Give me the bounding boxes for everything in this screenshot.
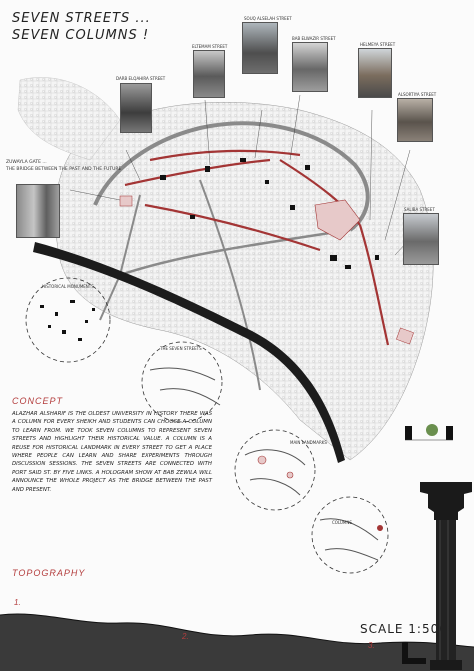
photo-bab-elwazir [292, 42, 328, 92]
photo-zuwayla-gate [16, 184, 60, 238]
title-line-1: SEVEN STREETS ... [12, 11, 151, 26]
columns-diagram [312, 497, 388, 573]
title-line-2: SEVEN COLUMNS ! [12, 28, 150, 43]
label-street-5: HELMEYA STREET [360, 42, 396, 47]
topo-label-2: 2. [182, 632, 189, 641]
label-street-2: ELTEMAM STREET [192, 44, 228, 49]
topography-heading: TOPOGRAPHY [12, 568, 86, 578]
landmark-node-1 [258, 456, 266, 464]
gate-caption-1: ZUWAYLA GATE ... [6, 160, 47, 165]
seven-streets-label: THE SEVEN STREETS [160, 346, 202, 351]
photo-eltemam [193, 50, 225, 98]
seven-streets-diagram-lines [150, 368, 220, 405]
north-arrow-icon [400, 640, 430, 666]
label-street-7: SALIBA STREET [404, 207, 435, 212]
historical-diagram [26, 278, 110, 362]
photo-souq-alselah [242, 22, 278, 74]
topo-label-1: 1. [14, 598, 21, 607]
concept-text: ALAZHAR ALSHARIF IS THE OLDEST UNIVERSITY IN HISTORY THERE WAS A COLUMN FOR EVERY SHEIKH AND STUDENTS CAN CHOOSE A COLUMN TO LEARN FROM. WE TOOK SEVEN COLUMNS TO REPRESENT SEVEN STREETS AND HIGHLIGHT THEIR HISTORICAL VALUE. A COLUMN IS A REUSE FOR HISTORICAL LANDMARK IN EVERY STREET TO GET A PLACE WHERE PEOPLE CAN LEARN AND SHARE EXPERIMENTS THROUGH DISCUSSION SESSIONS. THE SEVEN STREETS ARE CONNECTED WITH PORT SAID ST. BY FIVE LINKS. A HOLOGRAM SHOW AT BAB ZEWILA WILL ANNOUNCE THE WHOLE PROJECT AS THE BRIDGE BETWEEN THE PAST AND PRESENT. [12, 411, 212, 493]
scale-text: SCALE 1:5000 [360, 622, 457, 636]
concept-heading: CONCEPT [12, 396, 64, 406]
photo-saliba [403, 213, 439, 265]
landmarks-label: MAIN LANDMARKS [290, 440, 327, 445]
photo-helmeya [358, 48, 392, 98]
landmarks-diagram-lines [245, 450, 305, 495]
label-street-1: DARB ELQAHIRA STREET [116, 76, 166, 81]
label-street-6: ALSORTIYA STREET [398, 92, 437, 97]
column-capital [420, 482, 472, 520]
azhar-plaza [120, 196, 132, 206]
historical-monument-marks [40, 300, 95, 341]
column-shaft [436, 520, 456, 660]
photo-darb-elqahira [120, 83, 152, 133]
columns-label: COLUMNS [332, 520, 352, 525]
gate-caption-2: THE BRIDGE BETWEEN THE PAST AND THE FUTURE [6, 167, 122, 172]
column-base [430, 660, 462, 670]
photo-alsortiya [397, 98, 433, 142]
label-street-4: BAB ELWAZIR STREET [292, 36, 336, 41]
column-node [377, 525, 383, 531]
label-street-3: SOUQ ALSELAH STREET [244, 16, 292, 21]
landmark-node-2 [287, 472, 293, 478]
historical-label: HISTORICAL MONUMENTS [42, 284, 94, 289]
topo-label-3: 3. [368, 641, 375, 650]
